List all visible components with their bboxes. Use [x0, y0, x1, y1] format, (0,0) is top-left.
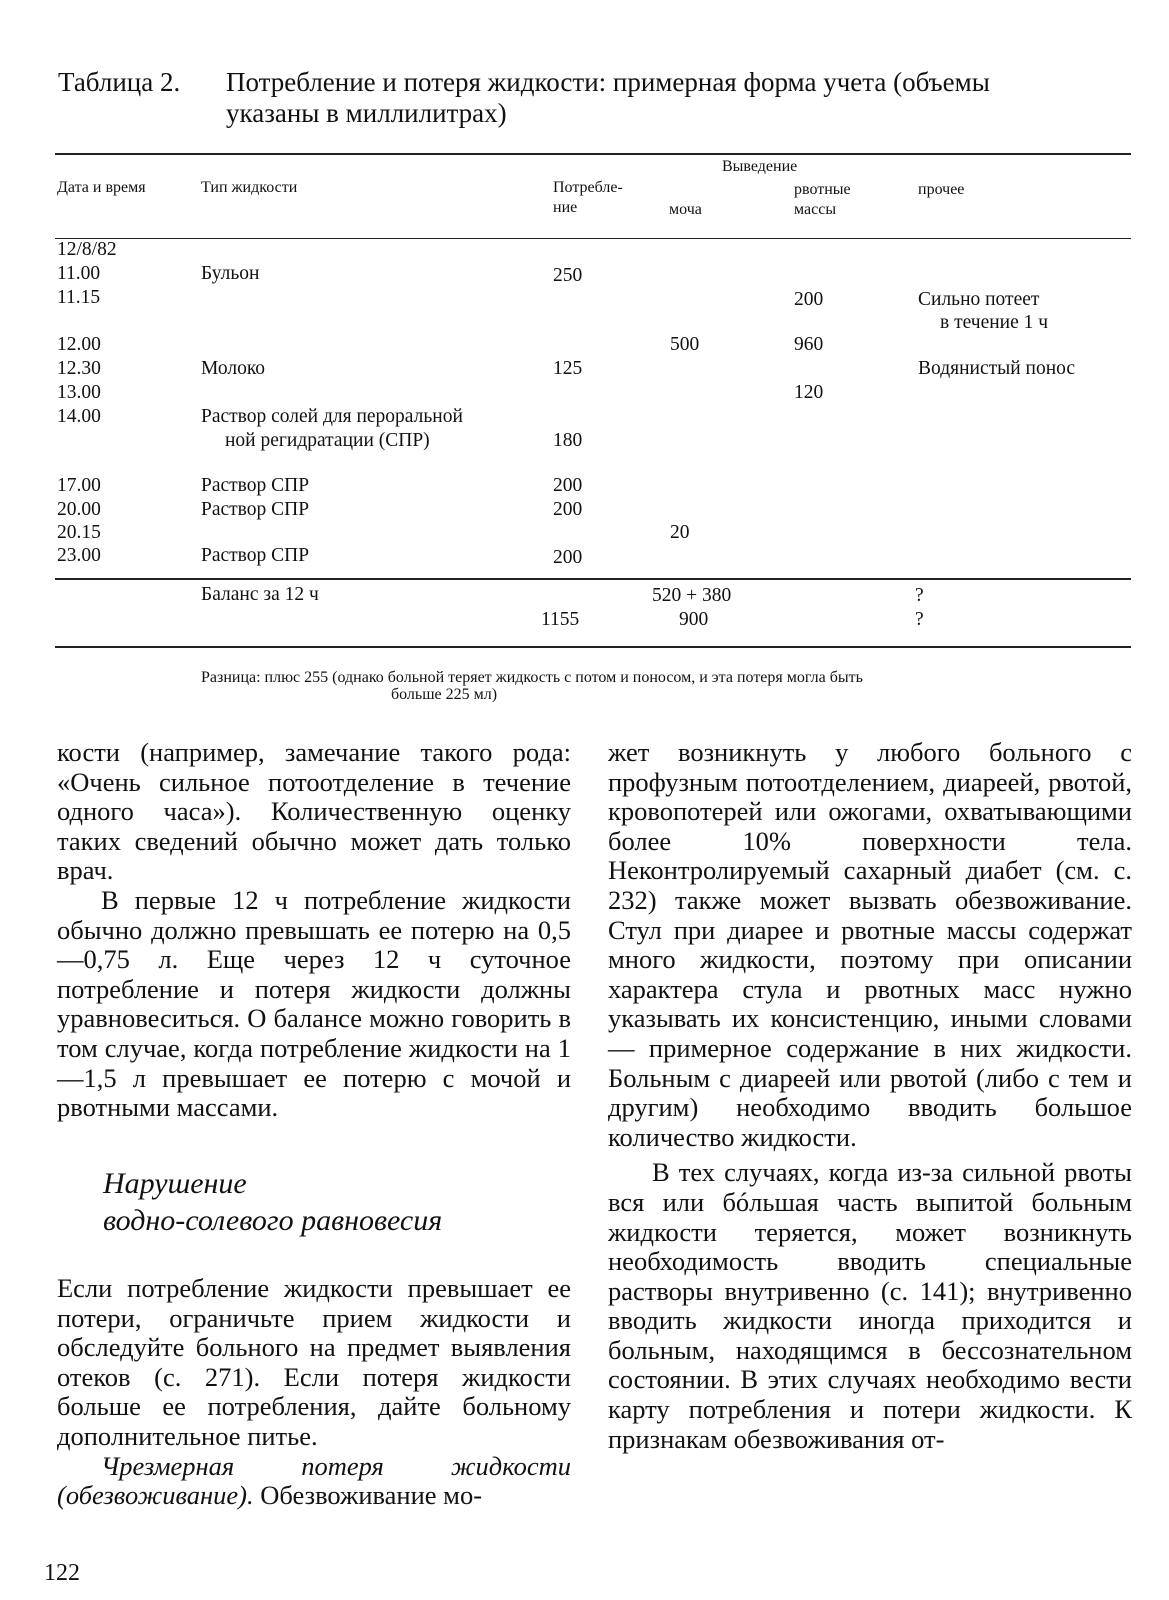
row-intake: 200: [553, 475, 583, 496]
paragraph: жет возникнуть у любого больного с профузным потоотделением, диареей, рвотой, кровопотерей или ожогами, охватывающими более 10% поверхности тела. Неконтролируемый сахарный диабет (см. с. 232) также может вызвать обезвоживание. Стул при диарее и рвотные массы содержат много жидкости, поэтому при описании характера стула и рвотных масс нужно указывать их консистенцию, иными словами — примерное содержание в них жидкости. Больным с диареей или рвотой (либо с тем и другим) необходимо вводить большое количество жидкости.: [608, 737, 1132, 1152]
header-other: прочее: [918, 181, 965, 198]
row-time: 11.00: [57, 263, 101, 284]
row-type: Раствор солей для пероральной: [201, 406, 463, 427]
header-intake-1: Потребле-: [553, 179, 623, 196]
row-intake: 125: [553, 358, 583, 379]
balance-output-sum: 520 + 380: [652, 585, 732, 606]
table-date: 12/8/82: [57, 239, 117, 260]
balance-other-1: ?: [915, 585, 924, 606]
row-intake: 250: [553, 265, 583, 286]
left-column-lower: [57, 1274, 571, 1511]
row-time: 12.30: [57, 358, 101, 379]
section-heading-1: Нарушение: [103, 1167, 247, 1200]
difference-note-2: больше 225 мл): [391, 686, 498, 703]
page-number: 122: [44, 1560, 80, 1586]
row-time: 12.00: [57, 334, 101, 355]
balance-label: Баланс за 12 ч: [201, 584, 319, 605]
row-type: Молоко: [201, 358, 266, 379]
row-type-cont: ной регидратации (СПР): [225, 430, 430, 451]
row-intake: 180: [553, 430, 583, 451]
header-type: Тип жидкости: [201, 179, 298, 196]
row-other-cont: в течение 1 ч: [940, 312, 1049, 333]
row-type: Раствор СПР: [201, 475, 310, 496]
row-urine: 500: [670, 334, 700, 355]
paragraph: В первые 12 ч потребление жидкости обычно должно превышать ее потерю на 0,5—0,75 л. Еще через 12 ч суточное потребление и потеря жидкости должны уравновеситься. О балансе можно говорить в том случае, когда потребление жидкости на 1—1,5 л превышает ее потерю с мочой и рвотными массами.: [57, 884, 571, 1123]
italic-term: Чрезмерная потеря жидкости (обезвоживание).: [57, 1450, 571, 1511]
row-other: Сильно потеет: [918, 289, 1040, 310]
balance-intake-total: 1155: [541, 609, 580, 630]
balance-rule: [55, 578, 1131, 580]
row-other: Водянистый понос: [918, 358, 1076, 379]
header-intake-2: ние: [553, 199, 578, 216]
balance-other-2: ?: [915, 609, 924, 630]
row-time: 11.15: [57, 287, 101, 308]
row-time: 20.15: [57, 522, 101, 543]
paragraph-rest: Обезвоживание мо-: [253, 1480, 483, 1511]
header-urine: моча: [669, 201, 702, 218]
row-urine: 20: [670, 522, 690, 543]
table-caption-line-1: Потребление и потеря жидкости: примерная форма учета (объемы: [226, 67, 990, 97]
row-vomit: 120: [794, 382, 824, 403]
header-output: Выведение: [722, 158, 798, 175]
header-time: Дата и время: [57, 179, 146, 196]
row-intake: 200: [553, 499, 583, 520]
paragraph: В тех случаях, когда из-за сильной рвоты вся или бóльшая часть выпитой больным жидкости теряется, может возникнуть необходимость вводить специальные растворы внутривенно (с. 141); внутривенно вводить жидкости иногда приходится и больным, находящимся в бессознательном состоянии. В этих случаях необходимо вести карту потребления и потери жидкости. К признакам обезвоживания от-: [608, 1157, 1132, 1454]
table-label: Таблица 2.: [58, 67, 181, 97]
header-rule: [55, 238, 1131, 239]
row-type: Раствор СПР: [201, 545, 310, 566]
paragraph: [57, 1452, 571, 1511]
row-time: 14.00: [57, 406, 101, 427]
row-type: Бульон: [201, 263, 260, 284]
row-vomit: 960: [794, 334, 824, 355]
paragraph: Если потребление жидкости превышает ее потери, ограничьте прием жидкости и обследуйте больного на предмет выявления отеков (с. 271). Если потеря жидкости больше ее потребления, дайте больному дополнительное питье.: [57, 1273, 571, 1451]
section-heading-2: водно-солевого равновесия: [103, 1204, 443, 1237]
table-top-rule: [55, 153, 1131, 155]
header-vomit-2: массы: [794, 201, 837, 218]
paragraph: кости (например, замечание такого рода: «Очень сильное потоотделение в течение одного часа»). Количественную оценку таких сведений обычно может дать только врач.: [57, 737, 571, 886]
row-vomit: 200: [794, 289, 824, 310]
row-type: Раствор СПР: [201, 499, 310, 520]
balance-output-total: 900: [679, 609, 709, 630]
table-bottom-rule: [55, 646, 1131, 648]
row-time: 23.00: [57, 545, 101, 566]
header-vomit-1: рвотные: [794, 181, 851, 198]
table-caption-line-2: указаны в миллилитрах): [226, 98, 507, 128]
row-time: 13.00: [57, 382, 101, 403]
difference-note-1: Разница: плюс 255 (однако больной теряет жидкость с потом и поносом, и эта потеря могла быть: [201, 669, 863, 686]
left-column-upper: [57, 738, 571, 1123]
row-intake: 200: [553, 547, 583, 568]
right-column: [608, 738, 1132, 1454]
row-time: 20.00: [57, 499, 101, 520]
row-time: 17.00: [57, 475, 101, 496]
